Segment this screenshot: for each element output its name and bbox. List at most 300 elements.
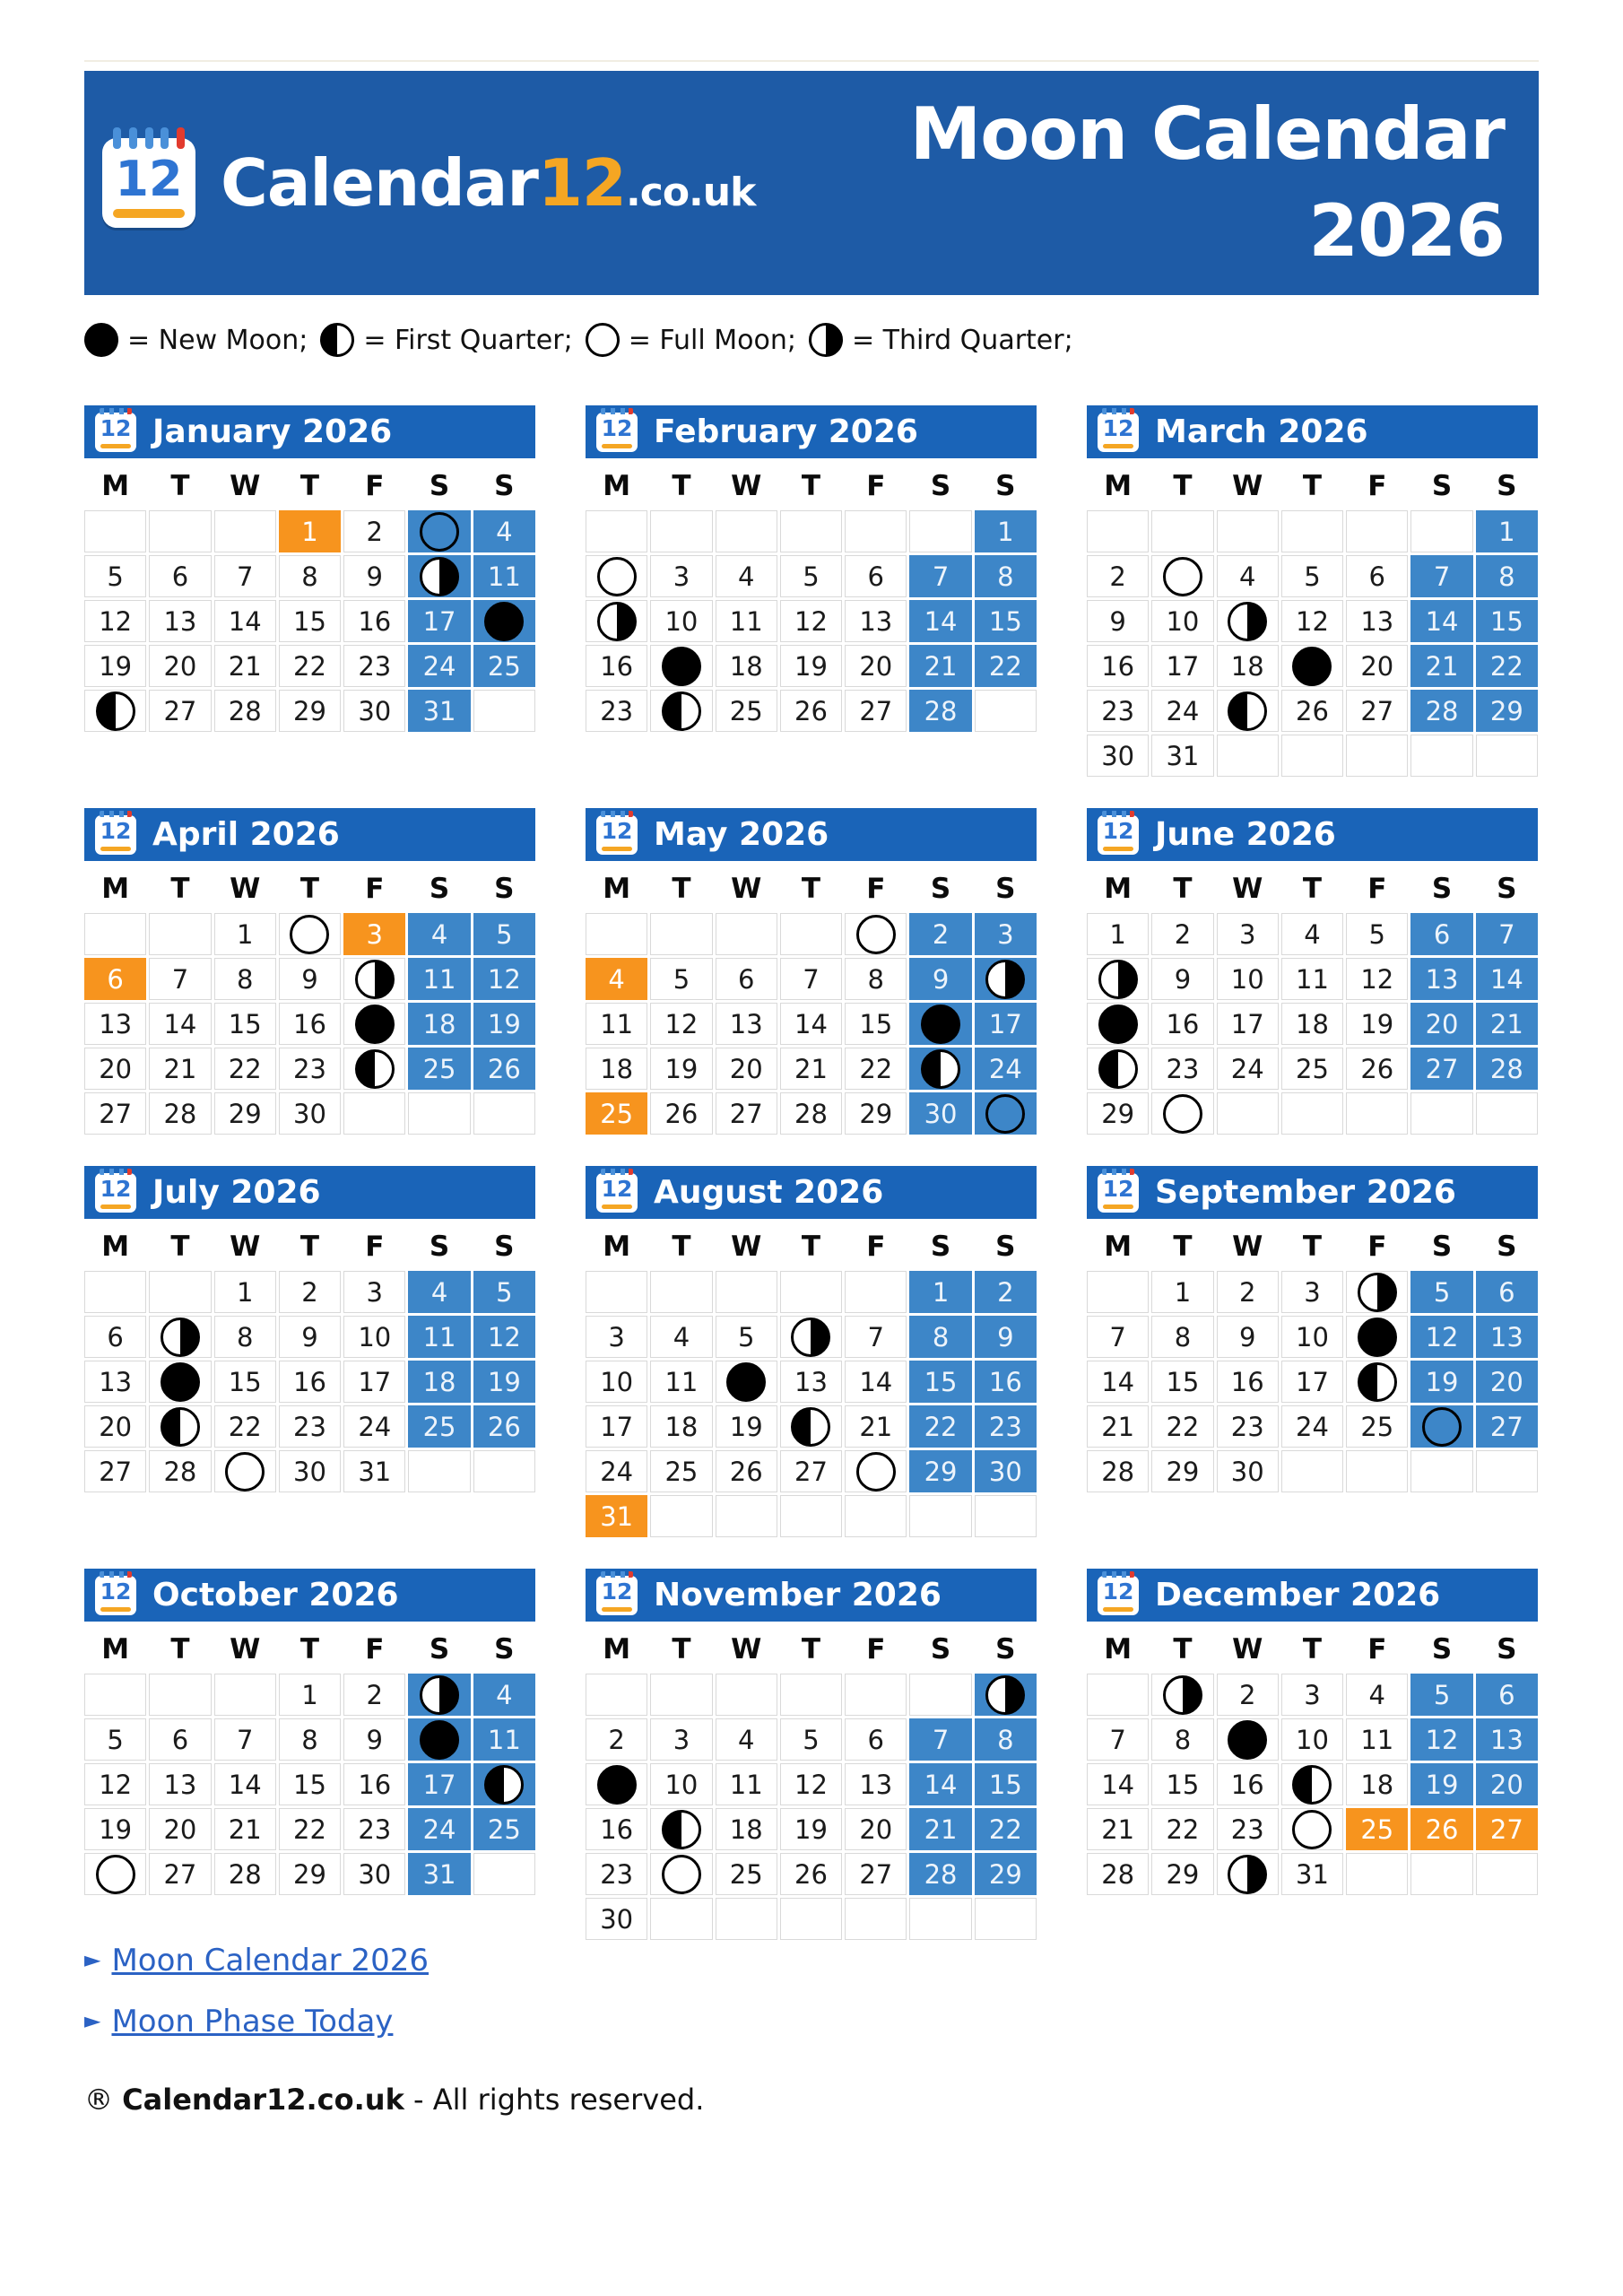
day-cell: 15 (1151, 1361, 1213, 1403)
month-january (84, 405, 535, 735)
calendar-icon (1098, 413, 1139, 452)
weekday-row (586, 1631, 1037, 1668)
calendar-icon (95, 1173, 136, 1213)
legend-label: = First Quarter; (363, 324, 573, 356)
month-april (84, 808, 535, 1137)
empty-cell (149, 1674, 211, 1716)
day-cell: 22 (1476, 645, 1538, 687)
day-cell-moon (473, 1763, 535, 1805)
moon-full-icon (985, 1094, 1025, 1134)
day-cell-moon (716, 1361, 777, 1403)
week-row (84, 1718, 535, 1761)
empty-cell (1087, 1271, 1149, 1313)
weekday-label: T (801, 470, 821, 502)
day-cell: 9 (279, 958, 341, 1000)
month-header (84, 405, 535, 458)
weekday-row (1087, 1631, 1538, 1668)
day-cell: 30 (1087, 735, 1149, 777)
week-row (84, 600, 535, 642)
moon-third-icon (1358, 1273, 1397, 1312)
legend-label: = Third Quarter; (851, 324, 1073, 356)
day-cell: 12 (1410, 1718, 1472, 1761)
moon-third-icon (1098, 960, 1138, 999)
day-cell: 25 (716, 690, 777, 732)
day-cell: 1 (279, 1674, 341, 1716)
day-cell: 5 (1281, 555, 1343, 597)
empty-cell (84, 913, 146, 955)
weekday-row (84, 1631, 535, 1668)
weekday-label: S (494, 1633, 515, 1665)
month-august (586, 1166, 1037, 1540)
empty-cell (650, 1495, 712, 1537)
day-cell: 22 (845, 1048, 907, 1090)
day-cell: 2 (1217, 1271, 1279, 1313)
day-cell: 27 (84, 1092, 146, 1135)
empty-cell (1217, 510, 1279, 552)
day-cell-moon (1087, 958, 1149, 1000)
day-cell-moon (650, 645, 712, 687)
day-cell: 18 (1217, 645, 1279, 687)
day-cell: 10 (650, 600, 712, 642)
week-row (84, 1092, 535, 1135)
day-cell: 24 (343, 1405, 405, 1448)
day-cell: 20 (84, 1405, 146, 1448)
month-title: March 2026 (1155, 413, 1368, 450)
week-row (586, 645, 1037, 687)
moon-full-icon (420, 512, 459, 552)
day-cell-moon (343, 958, 405, 1000)
day-cell: 22 (279, 1808, 341, 1850)
empty-cell (650, 913, 712, 955)
empty-cell (1281, 510, 1343, 552)
day-cell: 14 (214, 1763, 276, 1805)
day-cell: 19 (780, 1808, 842, 1850)
day-cell: 14 (214, 600, 276, 642)
arrow-icon: ► (84, 2008, 101, 2033)
calendar-icon-number: 12 (601, 1578, 633, 1605)
weekday-label: W (731, 470, 762, 502)
moon-new-icon (662, 647, 701, 686)
moon-first-icon (161, 1407, 200, 1447)
weekday-label: T (1302, 1633, 1323, 1665)
logo-domain-suffix: .co.uk (626, 170, 756, 215)
week-row (586, 1495, 1037, 1537)
empty-cell (214, 1674, 276, 1716)
month-title: June 2026 (1155, 816, 1336, 853)
day-cell: 9 (975, 1316, 1037, 1358)
weekday-label: T (1302, 1231, 1323, 1263)
moon-third-icon (809, 323, 843, 357)
moon-third-icon (1228, 602, 1267, 641)
weekday-label: T (672, 1231, 691, 1263)
day-cell: 20 (84, 1048, 146, 1090)
empty-cell (780, 1898, 842, 1940)
moon-third-icon (791, 1318, 830, 1357)
day-cell: 6 (1346, 555, 1408, 597)
moon-new-icon (1098, 1004, 1138, 1044)
empty-cell (1087, 510, 1149, 552)
moon-third-icon (985, 1675, 1025, 1715)
day-cell: 17 (975, 1003, 1037, 1045)
week-row (84, 1405, 535, 1448)
day-cell: 1 (909, 1271, 971, 1313)
logo-icon-bar (113, 209, 185, 218)
day-cell-moon (975, 958, 1037, 1000)
month-title: July 2026 (152, 1174, 321, 1211)
empty-cell (1346, 1853, 1408, 1895)
day-cell-moon (780, 1405, 842, 1448)
day-cell: 6 (149, 555, 211, 597)
weekday-label: M (1104, 1633, 1133, 1665)
weekday-label: W (1232, 1633, 1263, 1665)
weekday-label: T (170, 1231, 190, 1263)
day-cell: 19 (650, 1048, 712, 1090)
day-cell: 24 (1217, 1048, 1279, 1090)
empty-cell (975, 690, 1037, 732)
moon-third-icon (597, 602, 637, 641)
day-cell: 25 (716, 1853, 777, 1895)
month-october (84, 1569, 535, 1898)
empty-cell (650, 1674, 712, 1716)
day-cell: 26 (473, 1405, 535, 1448)
day-cell: 1 (1087, 913, 1149, 955)
moon-third-icon (420, 557, 459, 596)
month-title: February 2026 (654, 413, 918, 450)
moon-first-icon (921, 1049, 960, 1089)
month-header (1087, 1569, 1538, 1622)
logo-brand: Calendar (221, 145, 538, 221)
calendar-icon-number: 12 (1102, 1175, 1134, 1202)
moon-first-icon (1228, 691, 1267, 731)
day-cell: 8 (1151, 1316, 1213, 1358)
registered-icon: ® (84, 2083, 113, 2117)
day-cell: 12 (84, 600, 146, 642)
day-cell: 11 (408, 1316, 470, 1358)
calendar12-logo-icon (102, 138, 195, 228)
week-row (84, 1316, 535, 1358)
day-cell: 5 (1410, 1674, 1472, 1716)
day-cell: 5 (716, 1316, 777, 1358)
day-cell: 22 (1151, 1808, 1213, 1850)
day-cell: 2 (586, 1718, 647, 1761)
week-row (84, 913, 535, 955)
day-cell: 19 (473, 1361, 535, 1403)
day-cell: 6 (1476, 1674, 1538, 1716)
day-cell: 13 (716, 1003, 777, 1045)
day-cell: 4 (1346, 1674, 1408, 1716)
weekday-row (586, 870, 1037, 908)
day-cell: 11 (1346, 1718, 1408, 1761)
moon-first-icon (662, 691, 701, 731)
empty-cell (716, 1495, 777, 1537)
logo-text (221, 145, 755, 221)
calendar-icon (1098, 1576, 1139, 1615)
legend-item (586, 323, 796, 357)
weekday-label: S (494, 470, 515, 502)
month-title: December 2026 (1155, 1577, 1441, 1613)
weekday-label: M (1104, 873, 1133, 905)
moon-first-icon (484, 1765, 524, 1805)
moon-third-icon (985, 960, 1025, 999)
day-cell: 28 (1087, 1450, 1149, 1492)
day-cell: 26 (780, 1853, 842, 1895)
day-cell-moon (1281, 1763, 1343, 1805)
day-cell: 10 (1151, 600, 1213, 642)
weekday-label: F (866, 873, 886, 905)
calendar-icon-bar (602, 444, 632, 448)
day-cell: 12 (1410, 1316, 1472, 1358)
week-row (84, 1674, 535, 1716)
day-cell: 5 (473, 1271, 535, 1313)
day-cell-moon (408, 510, 470, 552)
week-row (586, 1718, 1037, 1761)
weekday-label: S (1431, 470, 1453, 502)
month-june (1087, 808, 1538, 1137)
empty-cell (716, 510, 777, 552)
day-cell: 8 (214, 1316, 276, 1358)
weekday-label: T (299, 1633, 320, 1665)
moon-new-icon (726, 1362, 766, 1402)
day-cell: 23 (279, 1048, 341, 1090)
weekday-label: T (1302, 873, 1323, 905)
link-moon-phase-today[interactable]: Moon Phase Today (111, 2004, 394, 2039)
day-cell-moon (1346, 1316, 1408, 1358)
empty-cell (84, 510, 146, 552)
weekday-label: S (1497, 1633, 1517, 1665)
day-cell: 10 (1281, 1316, 1343, 1358)
day-cell: 14 (909, 1763, 971, 1805)
day-cell: 1 (279, 510, 341, 552)
day-cell: 23 (1151, 1048, 1213, 1090)
day-cell: 21 (909, 1808, 971, 1850)
day-cell: 8 (279, 1718, 341, 1761)
day-cell: 31 (408, 1853, 470, 1895)
moon-third-icon (420, 1675, 459, 1715)
day-cell: 6 (1410, 913, 1472, 955)
weekday-label: S (995, 470, 1016, 502)
day-cell: 17 (1281, 1361, 1343, 1403)
empty-cell (1346, 1450, 1408, 1492)
day-cell: 4 (1281, 913, 1343, 955)
day-cell: 8 (975, 555, 1037, 597)
day-cell-moon (1281, 645, 1343, 687)
moon-third-icon (1163, 1675, 1202, 1715)
weekday-label: S (494, 873, 515, 905)
week-row (84, 958, 535, 1000)
day-cell: 10 (650, 1763, 712, 1805)
link-moon-calendar-2026[interactable]: Moon Calendar 2026 (111, 1943, 429, 1979)
day-cell-moon (975, 1674, 1037, 1716)
day-cell: 3 (975, 913, 1037, 955)
day-cell-moon (909, 1048, 971, 1090)
day-cell: 27 (149, 690, 211, 732)
day-cell: 24 (975, 1048, 1037, 1090)
weekday-row (1087, 870, 1538, 908)
day-cell: 5 (1346, 913, 1408, 955)
day-cell: 23 (343, 645, 405, 687)
week-row (84, 690, 535, 732)
day-cell-moon (343, 1003, 405, 1045)
day-cell: 17 (586, 1405, 647, 1448)
day-cell: 23 (1217, 1405, 1279, 1448)
calendar-icon (1098, 1173, 1139, 1213)
week-row (586, 1316, 1037, 1358)
day-cell-moon (149, 1361, 211, 1403)
day-cell: 18 (650, 1405, 712, 1448)
empty-cell (149, 510, 211, 552)
day-cell: 4 (716, 555, 777, 597)
day-cell: 27 (716, 1092, 777, 1135)
day-cell: 5 (1410, 1271, 1472, 1313)
weekday-label: S (494, 1231, 515, 1263)
week-row (1087, 913, 1538, 955)
moon-new-icon (1228, 1720, 1267, 1760)
legend-label: = Full Moon; (628, 324, 796, 356)
site-logo[interactable] (102, 138, 755, 228)
month-march (1087, 405, 1538, 779)
weekday-label: F (866, 470, 886, 502)
empty-cell (1410, 1092, 1472, 1135)
day-cell: 11 (586, 1003, 647, 1045)
day-cell: 27 (1346, 690, 1408, 732)
day-cell: 24 (1281, 1405, 1343, 1448)
day-cell: 16 (279, 1361, 341, 1403)
day-cell: 14 (149, 1003, 211, 1045)
empty-cell (1281, 1092, 1343, 1135)
month-header (84, 1166, 535, 1219)
calendar-icon (95, 1576, 136, 1615)
month-header (84, 1569, 535, 1622)
day-cell-moon (650, 690, 712, 732)
day-cell: 27 (1410, 1048, 1472, 1090)
day-cell: 30 (343, 690, 405, 732)
empty-cell (586, 510, 647, 552)
empty-cell (214, 510, 276, 552)
day-cell: 6 (845, 555, 907, 597)
day-cell: 19 (84, 1808, 146, 1850)
month-title: April 2026 (152, 816, 340, 853)
day-cell: 25 (586, 1092, 647, 1135)
day-cell: 2 (909, 913, 971, 955)
day-cell-moon (1151, 555, 1213, 597)
day-cell: 16 (343, 1763, 405, 1805)
day-cell-moon (586, 1763, 647, 1805)
weekday-label: S (995, 1231, 1016, 1263)
week-row (1087, 1092, 1538, 1135)
day-cell: 16 (586, 645, 647, 687)
calendar-icon-bar (602, 1607, 632, 1612)
moon-third-icon (1228, 1855, 1267, 1894)
day-cell: 12 (1281, 600, 1343, 642)
day-cell: 25 (1281, 1048, 1343, 1090)
day-cell: 19 (1410, 1361, 1472, 1403)
weekday-label: T (170, 470, 190, 502)
day-cell: 28 (1410, 690, 1472, 732)
moon-third-icon (161, 1318, 200, 1357)
day-cell: 14 (845, 1361, 907, 1403)
day-cell: 21 (1410, 645, 1472, 687)
week-row (1087, 1763, 1538, 1805)
day-cell: 23 (1217, 1808, 1279, 1850)
weekday-label: S (429, 470, 450, 502)
empty-cell (586, 913, 647, 955)
day-cell: 22 (975, 1808, 1037, 1850)
empty-cell (845, 510, 907, 552)
empty-cell (1476, 1450, 1538, 1492)
empty-cell (1476, 1853, 1538, 1895)
calendar-icon (596, 1173, 638, 1213)
day-cell: 16 (1217, 1763, 1279, 1805)
day-cell: 29 (1151, 1450, 1213, 1492)
empty-cell (716, 1898, 777, 1940)
day-cell: 1 (975, 510, 1037, 552)
day-cell: 25 (1346, 1405, 1408, 1448)
week-row (586, 1674, 1037, 1716)
empty-cell (650, 1898, 712, 1940)
day-cell: 4 (408, 913, 470, 955)
weekday-label: T (299, 1231, 320, 1263)
week-row (586, 510, 1037, 552)
calendar-icon-bar (100, 1607, 131, 1612)
empty-cell (84, 1271, 146, 1313)
day-cell-moon (909, 1003, 971, 1045)
calendar-icon-number: 12 (601, 414, 633, 441)
day-cell: 13 (845, 1763, 907, 1805)
day-cell: 13 (84, 1003, 146, 1045)
moon-first-icon (355, 1049, 395, 1089)
day-cell-moon (1217, 600, 1279, 642)
month-title: May 2026 (654, 816, 829, 853)
day-cell: 28 (149, 1092, 211, 1135)
empty-cell (1087, 1674, 1149, 1716)
calendar-icon-bar (1103, 847, 1133, 851)
weekday-label: S (429, 873, 450, 905)
weekday-row (1087, 1228, 1538, 1265)
day-cell: 23 (975, 1405, 1037, 1448)
day-cell: 9 (1217, 1316, 1279, 1358)
weekday-label: M (603, 1633, 631, 1665)
week-row (586, 1405, 1037, 1448)
day-cell: 20 (845, 645, 907, 687)
day-cell: 15 (1476, 600, 1538, 642)
day-cell: 3 (586, 1316, 647, 1358)
legend-item (84, 323, 308, 357)
day-cell: 7 (1087, 1718, 1149, 1761)
month-title: August 2026 (654, 1174, 884, 1211)
calendar-icon-number: 12 (100, 1578, 132, 1605)
month-header (586, 405, 1037, 458)
day-cell: 10 (586, 1361, 647, 1403)
day-cell: 6 (1476, 1271, 1538, 1313)
day-cell: 31 (586, 1495, 647, 1537)
day-cell: 26 (716, 1450, 777, 1492)
day-cell: 12 (473, 958, 535, 1000)
day-cell-moon (149, 1405, 211, 1448)
week-row (1087, 690, 1538, 732)
day-cell: 22 (214, 1405, 276, 1448)
weekday-label: T (170, 1633, 190, 1665)
weekday-label: T (801, 873, 821, 905)
moon-new-icon (921, 1004, 960, 1044)
weekday-label: S (1497, 873, 1517, 905)
day-cell: 25 (473, 1808, 535, 1850)
day-cell: 14 (909, 600, 971, 642)
weekday-label: F (365, 1633, 385, 1665)
day-cell: 30 (586, 1898, 647, 1940)
calendar-icon-number: 12 (1102, 414, 1134, 441)
calendar-icon-bar (602, 1205, 632, 1209)
week-row (84, 645, 535, 687)
